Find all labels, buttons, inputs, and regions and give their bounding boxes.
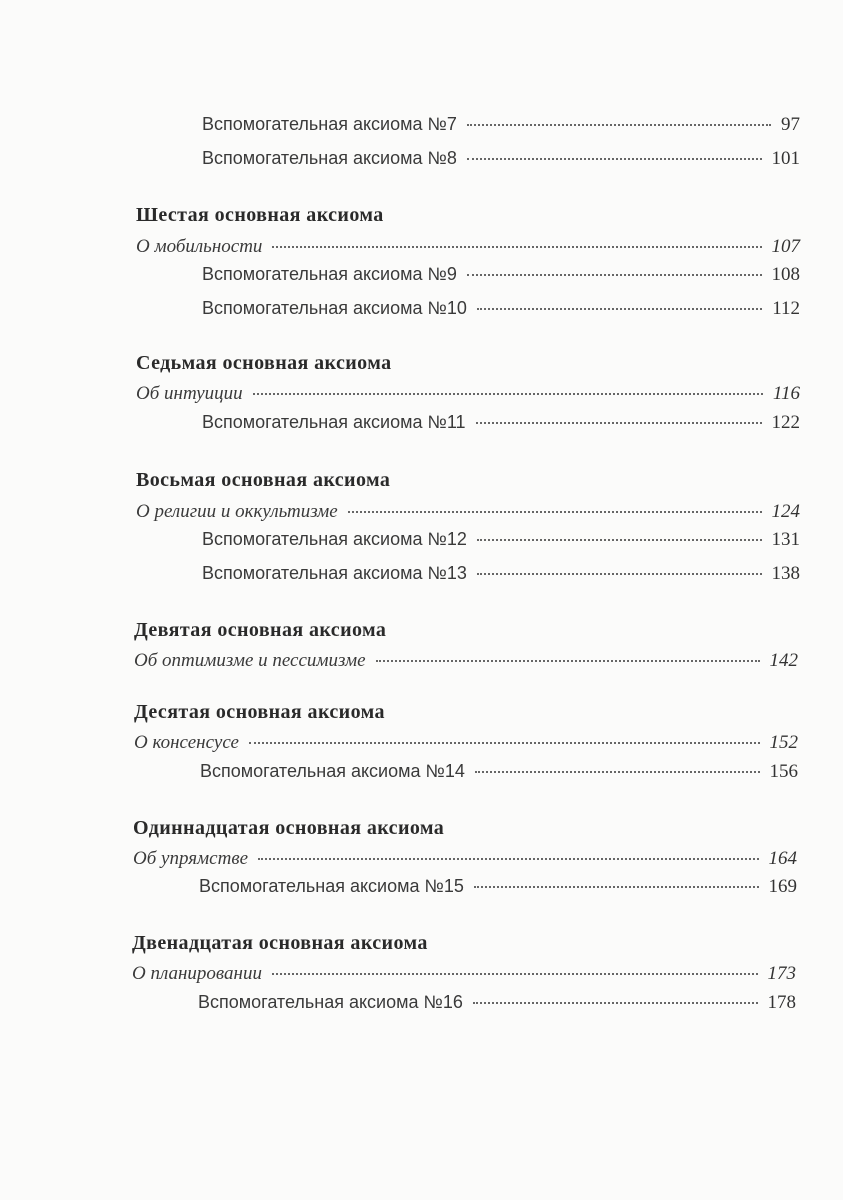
entry-label: Вспомогательная аксиома №15: [199, 876, 464, 896]
toc-entry[interactable]: [202, 148, 800, 170]
page-number: 152: [769, 732, 798, 753]
section-heading: Седьмая основная аксиома: [136, 352, 392, 374]
page-number: 178: [767, 992, 796, 1013]
page-number: 101: [771, 148, 800, 169]
toc-entry[interactable]: [202, 264, 800, 286]
entry-label: О мобильности: [136, 236, 263, 257]
toc-entry[interactable]: [136, 236, 800, 258]
page-number: 112: [772, 298, 800, 319]
page-number: 164: [768, 848, 797, 869]
toc-entry[interactable]: [136, 501, 800, 523]
dot-leader: [272, 246, 761, 248]
dot-leader: [477, 573, 762, 575]
entry-label: Вспомогательная аксиома №10: [202, 298, 467, 318]
entry-label: О консенсусе: [134, 732, 239, 753]
toc-entry[interactable]: [200, 761, 798, 783]
page-number: 107: [771, 236, 800, 257]
page-number: 156: [769, 761, 798, 782]
entry-label: Вспомогательная аксиома №9: [202, 264, 457, 284]
toc-entry[interactable]: [202, 412, 800, 434]
page-number: 124: [771, 501, 800, 522]
section-heading: Девятая основная аксиома: [134, 619, 387, 641]
section-heading: Восьмая основная аксиома: [136, 469, 391, 491]
section-heading: Одиннадцатая основная аксиома: [133, 817, 445, 839]
toc-entry[interactable]: [134, 650, 798, 672]
page-number: 142: [769, 650, 798, 671]
toc-entry[interactable]: [202, 529, 800, 551]
toc-entry[interactable]: [202, 563, 800, 585]
dot-leader: [249, 742, 760, 744]
entry-label: Вспомогательная аксиома №16: [198, 992, 463, 1012]
section-heading: Шестая основная аксиома: [136, 204, 384, 226]
toc-entry[interactable]: [134, 732, 798, 754]
page-number: 169: [768, 876, 797, 897]
dot-leader: [258, 858, 758, 860]
entry-label: О религии и оккультизме: [136, 501, 338, 522]
toc-entry[interactable]: [199, 876, 797, 898]
dot-leader: [474, 886, 759, 888]
page-number: 108: [771, 264, 800, 285]
dot-leader: [473, 1002, 758, 1004]
toc-entry[interactable]: [198, 992, 796, 1014]
page-number: 173: [767, 963, 796, 984]
toc-entry[interactable]: [133, 848, 797, 870]
section-heading: Двенадцатая основная аксиома: [132, 932, 428, 954]
entry-label: Об интуиции: [136, 383, 243, 404]
section-heading: Десятая основная аксиома: [134, 701, 385, 723]
entry-label: О планировании: [132, 963, 262, 984]
dot-leader: [467, 124, 771, 126]
page-number: 131: [771, 529, 800, 550]
toc-entry[interactable]: [136, 383, 800, 405]
dot-leader: [477, 539, 762, 541]
entry-label: Вспомогательная аксиома №7: [202, 114, 457, 134]
toc-entry[interactable]: [132, 963, 796, 985]
dot-leader: [476, 422, 762, 424]
toc-entry[interactable]: [202, 114, 800, 136]
dot-leader: [467, 274, 762, 276]
entry-label: Вспомогательная аксиома №8: [202, 148, 457, 168]
page-number: 116: [772, 383, 800, 404]
entry-label: Вспомогательная аксиома №12: [202, 529, 467, 549]
entry-label: Об оптимизме и пессимизме: [134, 650, 366, 671]
dot-leader: [253, 393, 763, 395]
page-number: 138: [771, 563, 800, 584]
toc-entry[interactable]: [202, 298, 800, 320]
dot-leader: [467, 158, 762, 160]
dot-leader: [376, 660, 760, 662]
entry-label: Об упрямстве: [133, 848, 249, 869]
page-number: 97: [781, 114, 800, 135]
dot-leader: [475, 771, 760, 773]
dot-leader: [272, 973, 758, 975]
dot-leader: [348, 511, 762, 513]
entry-label: Вспомогательная аксиома №11: [202, 412, 466, 432]
page-number: 122: [771, 412, 800, 433]
dot-leader: [477, 308, 762, 310]
entry-label: Вспомогательная аксиома №14: [200, 761, 465, 781]
entry-label: Вспомогательная аксиома №13: [202, 563, 467, 583]
